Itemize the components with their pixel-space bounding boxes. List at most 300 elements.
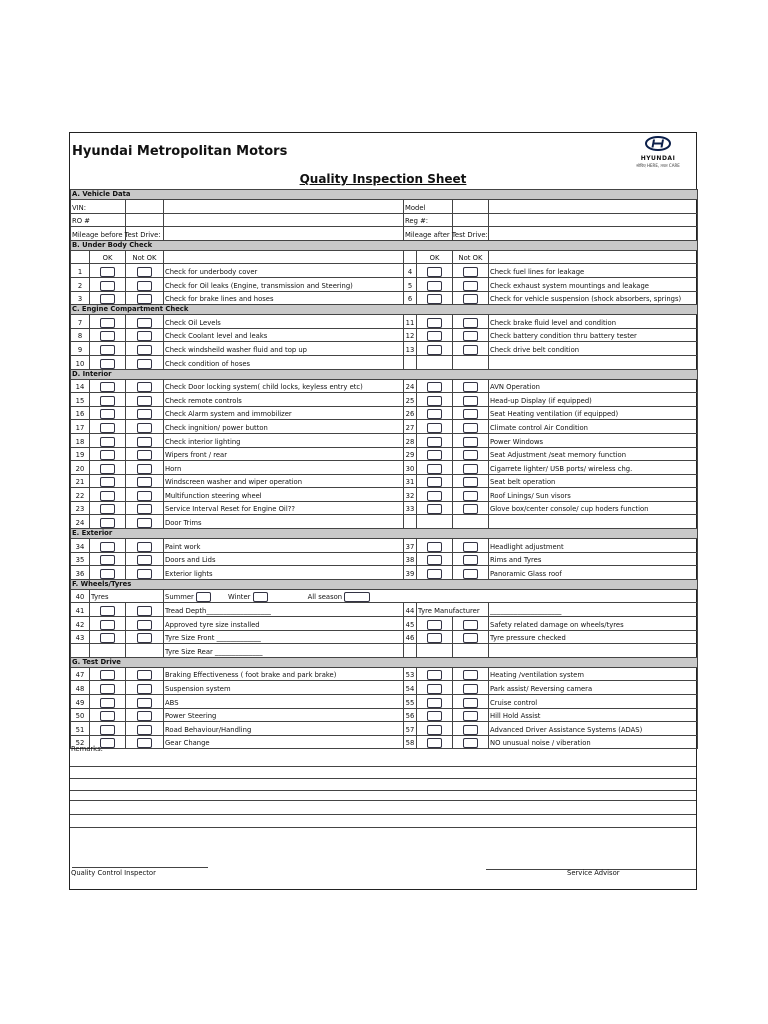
item-number: 14: [71, 379, 90, 393]
checklist-row: [71, 488, 698, 502]
ok-cell: [90, 420, 126, 434]
vehicle-value-cell[interactable]: [164, 227, 404, 241]
item-label: Tyre pressure checked: [489, 630, 698, 644]
not-ok-cell: [126, 722, 164, 736]
not-ok-checkbox[interactable]: [463, 711, 478, 721]
ok-checkbox[interactable]: [427, 294, 442, 304]
not-ok-checkbox[interactable]: [137, 423, 152, 433]
summer-label: Summer: [165, 593, 194, 602]
vehicle-value-cell[interactable]: [126, 200, 164, 214]
ok-checkbox[interactable]: [100, 464, 115, 474]
checklist-row: [71, 695, 698, 709]
not-ok-checkbox[interactable]: [463, 555, 478, 565]
not-ok-checkbox[interactable]: [463, 620, 478, 630]
logo-tagline: सोचिए HERE, तयार CARE: [636, 163, 680, 168]
not-ok-cell: [126, 617, 164, 631]
ok-checkbox[interactable]: [427, 504, 442, 514]
item-label: Park assist/ Reversing camera: [489, 681, 698, 695]
item-number: 43: [71, 630, 90, 644]
item-label: Check Oil Levels: [164, 315, 404, 329]
ok-checkbox[interactable]: [427, 491, 442, 501]
ok-checkbox[interactable]: [427, 633, 442, 643]
not-ok-cell: [453, 566, 489, 580]
not-ok-cell: [126, 328, 164, 342]
not-ok-checkbox[interactable]: [137, 464, 152, 474]
ok-cell: [90, 603, 126, 617]
ok-checkbox[interactable]: [427, 477, 442, 487]
not-ok-cell: [126, 277, 164, 291]
not-ok-checkbox[interactable]: [137, 318, 152, 328]
ok-checkbox[interactable]: [427, 423, 442, 433]
logo-wordmark: HYUNDAI: [640, 155, 676, 162]
ok-cell: [90, 433, 126, 447]
section-header-row: [71, 240, 698, 250]
item-label: Wipers front / rear: [164, 447, 404, 461]
item-label: Multifunction steering wheel: [164, 488, 404, 502]
item-label: [489, 355, 698, 369]
ok-checkbox[interactable]: [427, 711, 442, 721]
item-number: 23: [71, 501, 90, 515]
tyre-manufacturer-field[interactable]: _____________________: [489, 603, 698, 617]
item-number: 22: [71, 488, 90, 502]
ok-checkbox[interactable]: [427, 318, 442, 328]
item-label: ABS: [164, 695, 404, 709]
vehicle-value-cell[interactable]: [126, 213, 164, 227]
not-ok-checkbox[interactable]: [137, 633, 152, 643]
not-ok-cell: [453, 328, 489, 342]
ok-cell: [417, 539, 453, 553]
item-number: 50: [71, 708, 90, 722]
ok-cell: [417, 722, 453, 736]
ok-cell: [417, 355, 453, 369]
not-ok-checkbox[interactable]: [137, 620, 152, 630]
ok-checkbox[interactable]: [100, 409, 115, 419]
checklist-row: [71, 406, 698, 420]
ok-checkbox[interactable]: [100, 294, 115, 304]
not-ok-cell: [453, 291, 489, 305]
inspection-sheet: [69, 132, 697, 890]
ok-checkbox[interactable]: [100, 725, 115, 735]
not-ok-checkbox[interactable]: [463, 345, 478, 355]
not-ok-checkbox[interactable]: [137, 409, 152, 419]
not-ok-checkbox[interactable]: [137, 450, 152, 460]
ok-checkbox[interactable]: [100, 670, 115, 680]
not-ok-checkbox[interactable]: [137, 518, 152, 528]
item-number: 28: [404, 433, 417, 447]
checklist-row: [71, 667, 698, 681]
remarks-label: Remarks:: [71, 745, 103, 753]
model-field[interactable]: Model: [404, 200, 453, 214]
not-ok-checkbox[interactable]: [137, 684, 152, 694]
item-number: 17: [71, 420, 90, 434]
not-ok-checkbox[interactable]: [137, 281, 152, 291]
item-number: 32: [404, 488, 417, 502]
section-title: B. Under Body Check: [71, 240, 698, 250]
item-label: Doors and Lids: [164, 552, 404, 566]
ok-checkbox[interactable]: [427, 437, 442, 447]
ok-checkbox[interactable]: [100, 281, 115, 291]
not-ok-cell: [453, 277, 489, 291]
ok-checkbox[interactable]: [100, 491, 115, 501]
item-label: Check ingnition/ power button: [164, 420, 404, 434]
item-number: 18: [71, 433, 90, 447]
ok-checkbox[interactable]: [100, 711, 115, 721]
all-season-label: All season: [307, 593, 343, 602]
item-label: Suspension system: [164, 681, 404, 695]
vehicle-data-row: [71, 213, 698, 227]
ok-cell: [417, 667, 453, 681]
not-ok-checkbox[interactable]: [463, 437, 478, 447]
not-ok-checkbox[interactable]: [137, 725, 152, 735]
ok-checkbox[interactable]: [100, 318, 115, 328]
ok-checkbox[interactable]: [100, 555, 115, 565]
item-number: 24: [71, 515, 90, 529]
vehicle-value-cell[interactable]: [453, 213, 489, 227]
section-header-row: [71, 657, 698, 667]
item-label: Tyre Size Front _____________: [164, 630, 404, 644]
tyre-manufacturer-label: Tyre Manufacturer: [417, 603, 489, 617]
ok-cell: [417, 264, 453, 278]
item-label: Rims and Tyres: [489, 552, 698, 566]
item-label: Check Alarm system and immobilizer: [164, 406, 404, 420]
not-ok-checkbox[interactable]: [137, 504, 152, 514]
ok-cell: [90, 667, 126, 681]
item-number: 20: [71, 461, 90, 475]
section-title: D. Interior: [71, 369, 698, 379]
ok-checkbox[interactable]: [427, 698, 442, 708]
ok-checkbox[interactable]: [100, 331, 115, 341]
checklist-row: [71, 603, 698, 617]
not-ok-cell: [453, 708, 489, 722]
ok-cell: [417, 420, 453, 434]
checklist-row: [71, 474, 698, 488]
checklist-row: [71, 552, 698, 566]
ok-cell: [90, 291, 126, 305]
ok-cell: [90, 355, 126, 369]
item-number: 38: [404, 552, 417, 566]
ok-cell: [90, 264, 126, 278]
not-ok-cell: [453, 630, 489, 644]
ok-checkbox[interactable]: [100, 606, 115, 616]
section-header-row: [71, 369, 698, 379]
not-ok-header: Not OK: [126, 250, 164, 264]
ok-checkbox[interactable]: [100, 477, 115, 487]
item-number: 3: [71, 291, 90, 305]
item-number: 16: [71, 406, 90, 420]
ok-cell: [417, 291, 453, 305]
not-ok-checkbox[interactable]: [463, 569, 478, 579]
not-ok-cell: [126, 379, 164, 393]
item-label: Horn: [164, 461, 404, 475]
not-ok-checkbox[interactable]: [137, 698, 152, 708]
vehicle-data-row: [71, 227, 698, 241]
ok-checkbox[interactable]: [427, 555, 442, 565]
ok-cell: [417, 695, 453, 709]
not-ok-checkbox[interactable]: [463, 294, 478, 304]
item-number: 12: [404, 328, 417, 342]
winter-checkbox[interactable]: [253, 592, 268, 602]
ok-cell: [90, 501, 126, 515]
ok-cell: [417, 617, 453, 631]
item-label: Roof Linings/ Sun visors: [489, 488, 698, 502]
vehicle-value-cell[interactable]: [489, 227, 698, 241]
ok-cell: [417, 474, 453, 488]
not-ok-checkbox[interactable]: [463, 698, 478, 708]
ok-cell: [417, 630, 453, 644]
ok-checkbox[interactable]: [100, 569, 115, 579]
not-ok-checkbox[interactable]: [137, 396, 152, 406]
ok-cell: [417, 447, 453, 461]
not-ok-checkbox[interactable]: [463, 423, 478, 433]
reg-field[interactable]: Reg #:: [404, 213, 453, 227]
checklist-row: [71, 617, 698, 631]
ok-cell: [90, 474, 126, 488]
not-ok-checkbox[interactable]: [463, 331, 478, 341]
ok-cell: [90, 277, 126, 291]
ok-checkbox[interactable]: [427, 670, 442, 680]
checklist-row: [71, 277, 698, 291]
ok-checkbox[interactable]: [427, 684, 442, 694]
ok-checkbox[interactable]: [100, 633, 115, 643]
not-ok-cell: [126, 406, 164, 420]
item-label: Check interior lighting: [164, 433, 404, 447]
ok-checkbox[interactable]: [100, 437, 115, 447]
item-label: Climate control Air Condition: [489, 420, 698, 434]
not-ok-checkbox[interactable]: [463, 450, 478, 460]
ok-checkbox[interactable]: [427, 409, 442, 419]
mileage-after-field[interactable]: Mileage after Test Drive:: [404, 227, 453, 241]
not-ok-checkbox[interactable]: [137, 569, 152, 579]
all-season-checkbox[interactable]: [344, 592, 370, 602]
not-ok-checkbox[interactable]: [463, 491, 478, 501]
item-number: 55: [404, 695, 417, 709]
not-ok-checkbox[interactable]: [463, 738, 478, 748]
not-ok-cell: [126, 644, 164, 658]
item-label: Seat Heating ventilation (if equipped): [489, 406, 698, 420]
vehicle-value-cell[interactable]: [489, 213, 698, 227]
ok-checkbox[interactable]: [427, 620, 442, 630]
ok-checkbox[interactable]: [100, 267, 115, 277]
checklist-row: [71, 681, 698, 695]
item-label: Check exhaust system mountings and leakage: [489, 277, 698, 291]
not-ok-cell: [453, 667, 489, 681]
item-number: 36: [71, 566, 90, 580]
not-ok-checkbox[interactable]: [137, 606, 152, 616]
not-ok-checkbox[interactable]: [137, 555, 152, 565]
vehicle-value-cell[interactable]: [489, 200, 698, 214]
item-number: 47: [71, 667, 90, 681]
item-number: 8: [71, 328, 90, 342]
ok-cell: [417, 328, 453, 342]
ok-checkbox[interactable]: [100, 504, 115, 514]
section-title: C. Engine Compartment Check: [71, 305, 698, 315]
ok-cell: [417, 342, 453, 356]
ok-checkbox[interactable]: [100, 382, 115, 392]
not-ok-cell: [126, 355, 164, 369]
item-number: 26: [404, 406, 417, 420]
item-label: Cigarrete lighter/ USB ports/ wireless chg.: [489, 461, 698, 475]
ok-checkbox[interactable]: [427, 542, 442, 552]
not-ok-checkbox[interactable]: [137, 670, 152, 680]
checklist-row: [71, 433, 698, 447]
not-ok-cell: [126, 681, 164, 695]
not-ok-checkbox[interactable]: [463, 504, 478, 514]
vehicle-value-cell[interactable]: [164, 200, 404, 214]
item-number: 46: [404, 630, 417, 644]
checklist-row: [71, 264, 698, 278]
ok-header: OK: [417, 250, 453, 264]
ro-field[interactable]: RO #: [71, 213, 126, 227]
not-ok-checkbox[interactable]: [463, 670, 478, 680]
item-number: [404, 644, 417, 658]
not-ok-checkbox[interactable]: [463, 542, 478, 552]
not-ok-checkbox[interactable]: [137, 491, 152, 501]
not-ok-checkbox[interactable]: [463, 725, 478, 735]
not-ok-cell: [126, 735, 164, 749]
not-ok-checkbox[interactable]: [463, 633, 478, 643]
not-ok-checkbox[interactable]: [137, 345, 152, 355]
not-ok-header: Not OK: [453, 250, 489, 264]
ok-cell: [417, 406, 453, 420]
not-ok-checkbox[interactable]: [463, 318, 478, 328]
not-ok-checkbox[interactable]: [463, 684, 478, 694]
not-ok-cell: [126, 433, 164, 447]
not-ok-checkbox[interactable]: [137, 294, 152, 304]
inspector-signature-line[interactable]: [72, 867, 208, 868]
item-label: Power Steering: [164, 708, 404, 722]
not-ok-cell: [126, 515, 164, 529]
item-label: [489, 515, 698, 529]
not-ok-checkbox[interactable]: [137, 359, 152, 369]
ok-checkbox[interactable]: [100, 450, 115, 460]
not-ok-checkbox[interactable]: [463, 477, 478, 487]
ok-cell: [90, 708, 126, 722]
winter-label: Winter: [228, 593, 251, 602]
ok-checkbox[interactable]: [100, 542, 115, 552]
item-label: Check for vehicle suspension (shock absorbers, springs): [489, 291, 698, 305]
ok-checkbox[interactable]: [427, 738, 442, 748]
ok-checkbox[interactable]: [427, 569, 442, 579]
not-ok-cell: [453, 379, 489, 393]
item-label: Paint work: [164, 539, 404, 553]
item-label: NO unusual noise / viberation: [489, 735, 698, 749]
ok-checkbox[interactable]: [100, 345, 115, 355]
vehicle-value-cell[interactable]: [164, 213, 404, 227]
ok-checkbox[interactable]: [427, 450, 442, 460]
item-label: Exterior lights: [164, 566, 404, 580]
ok-cell: [417, 277, 453, 291]
mileage-before-field[interactable]: Mileage before Test Drive:: [71, 227, 126, 241]
not-ok-checkbox[interactable]: [137, 738, 152, 748]
not-ok-checkbox[interactable]: [137, 267, 152, 277]
ok-cell: [90, 552, 126, 566]
not-ok-checkbox[interactable]: [137, 711, 152, 721]
section-title: E. Exterior: [71, 529, 698, 539]
item-number: 57: [404, 722, 417, 736]
item-label: [489, 644, 698, 658]
section-title: G. Test Drive: [71, 657, 698, 667]
ok-cell: [90, 539, 126, 553]
item-label: Windscreen washer and wiper operation: [164, 474, 404, 488]
ok-checkbox[interactable]: [427, 331, 442, 341]
not-ok-checkbox[interactable]: [137, 477, 152, 487]
not-ok-cell: [126, 539, 164, 553]
item-label: Check fuel lines for leakage: [489, 264, 698, 278]
checklist-row: [71, 515, 698, 529]
not-ok-checkbox[interactable]: [137, 437, 152, 447]
ok-checkbox[interactable]: [100, 620, 115, 630]
checklist-row: [71, 461, 698, 475]
item-label: Check battery condition thru battery tester: [489, 328, 698, 342]
item-label: Panoramic Glass roof: [489, 566, 698, 580]
checklist-row: [71, 708, 698, 722]
item-label: Check for underbody cover: [164, 264, 404, 278]
ok-checkbox[interactable]: [427, 725, 442, 735]
section-header-row: [71, 529, 698, 539]
item-number: 44: [404, 603, 417, 617]
not-ok-cell: [126, 474, 164, 488]
not-ok-checkbox[interactable]: [137, 542, 152, 552]
ok-cell: [90, 566, 126, 580]
ok-checkbox[interactable]: [100, 396, 115, 406]
not-ok-checkbox[interactable]: [137, 382, 152, 392]
ok-checkbox[interactable]: [100, 423, 115, 433]
ok-checkbox[interactable]: [100, 698, 115, 708]
not-ok-checkbox[interactable]: [463, 382, 478, 392]
item-number: 2: [71, 277, 90, 291]
not-ok-cell: [453, 501, 489, 515]
item-number: 6: [404, 291, 417, 305]
ok-checkbox[interactable]: [427, 464, 442, 474]
vehicle-value-cell[interactable]: [453, 200, 489, 214]
inspection-grid: [70, 189, 698, 749]
ok-checkbox[interactable]: [427, 281, 442, 291]
item-label: Service Interval Reset for Engine Oil??: [164, 501, 404, 515]
not-ok-checkbox[interactable]: [463, 464, 478, 474]
checklist-row: [71, 722, 698, 736]
not-ok-checkbox[interactable]: [137, 331, 152, 341]
ok-cell: [417, 566, 453, 580]
item-label: Check windsheild washer fluid and top up: [164, 342, 404, 356]
item-label: Hill Hold Assist: [489, 708, 698, 722]
item-number: 42: [71, 617, 90, 631]
not-ok-checkbox[interactable]: [463, 281, 478, 291]
ok-checkbox[interactable]: [427, 345, 442, 355]
vin-field[interactable]: VIN:: [71, 200, 126, 214]
item-number: 11: [404, 315, 417, 329]
ok-cell: [417, 315, 453, 329]
ok-checkbox[interactable]: [100, 684, 115, 694]
not-ok-cell: [453, 264, 489, 278]
not-ok-cell: [453, 644, 489, 658]
summer-checkbox[interactable]: [196, 592, 211, 602]
ok-cell: [90, 488, 126, 502]
item-label: Glove box/center console/ cup hoders function: [489, 501, 698, 515]
ok-checkbox[interactable]: [100, 518, 115, 528]
item-number: 54: [404, 681, 417, 695]
checklist-row: [71, 355, 698, 369]
checklist-row: [71, 447, 698, 461]
ok-checkbox[interactable]: [427, 267, 442, 277]
not-ok-checkbox[interactable]: [463, 409, 478, 419]
not-ok-checkbox[interactable]: [463, 396, 478, 406]
ok-checkbox[interactable]: [427, 382, 442, 392]
ok-checkbox[interactable]: [427, 396, 442, 406]
ok-cell: [90, 393, 126, 407]
ok-checkbox[interactable]: [100, 359, 115, 369]
not-ok-checkbox[interactable]: [463, 267, 478, 277]
item-label: Power Windows: [489, 433, 698, 447]
